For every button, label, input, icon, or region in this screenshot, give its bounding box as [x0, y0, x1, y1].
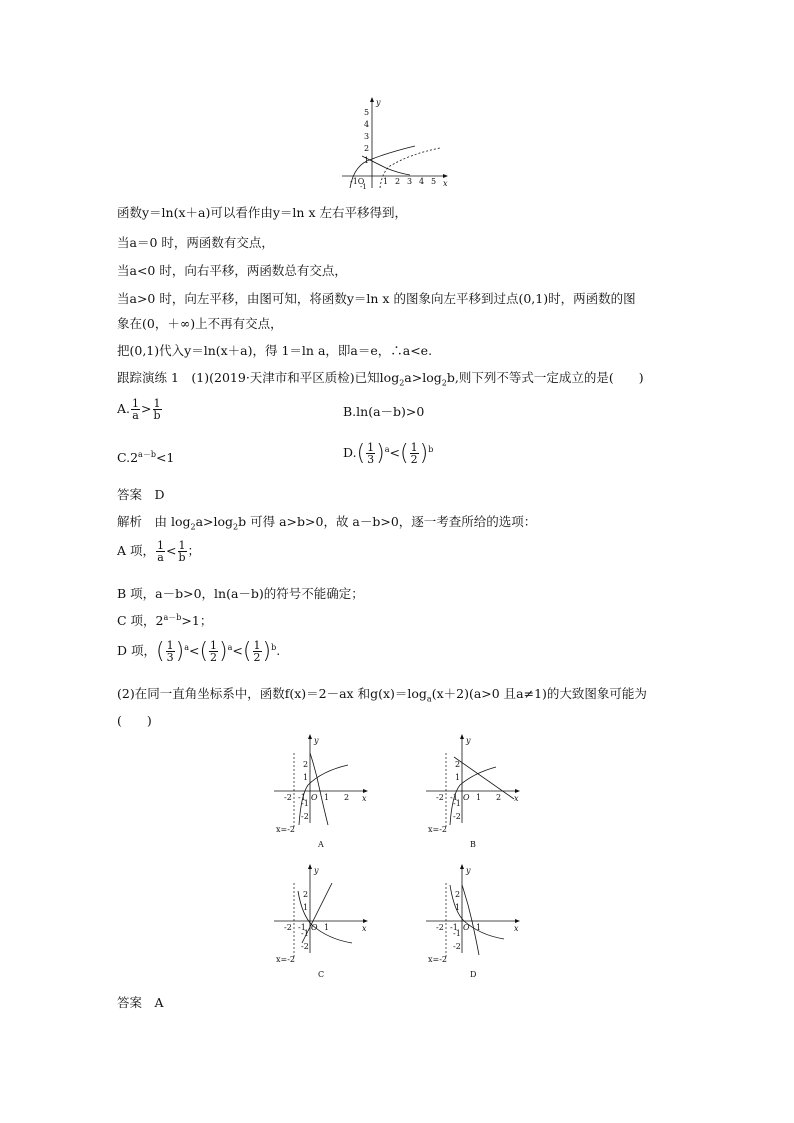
- svg-text:O: O: [311, 793, 318, 802]
- svg-text:-1: -1: [301, 929, 309, 938]
- svg-text:1: 1: [455, 903, 461, 912]
- svg-text:D: D: [470, 970, 477, 979]
- svg-text:-2: -2: [284, 923, 292, 932]
- svg-text:-1: -1: [298, 923, 306, 932]
- graph-c: [272, 863, 372, 981]
- svg-text:y: y: [466, 736, 471, 745]
- svg-text:-2: -2: [453, 812, 461, 821]
- answer-1: 答案 D: [117, 487, 165, 502]
- text-line-3: 当a<0 时，向右平移，两函数总有交点，: [117, 263, 347, 278]
- analysis-option-c: C 项，$2^{a-b}>1$；: [117, 612, 213, 628]
- svg-text:-2: -2: [284, 793, 292, 802]
- svg-text:C: C: [318, 970, 325, 979]
- decreasing-curve: [362, 156, 410, 175]
- svg-text:2: 2: [344, 793, 350, 802]
- x-tick-2: 2: [395, 177, 401, 186]
- y-tick-2: 2: [364, 144, 370, 153]
- svg-text:2: 2: [303, 890, 309, 899]
- text-line-2: 当a＝0 时，两函数有交点，: [117, 235, 274, 250]
- svg-text:y: y: [314, 866, 319, 875]
- text-line-6: 把(0,1)代入y＝ln(x＋a)，得 1＝ln a，即a＝e，∴a<e.: [117, 343, 433, 358]
- svg-text:1: 1: [455, 773, 461, 782]
- svg-text:B: B: [470, 840, 476, 849]
- svg-text:O: O: [463, 793, 470, 802]
- analysis-option-b: B 项，a－b>0，ln(a－b)的符号不能确定；: [117, 586, 364, 601]
- origin-label: -1O: [350, 177, 365, 186]
- x-tick-1: 1: [383, 177, 389, 186]
- x-tick-5: 5: [431, 177, 437, 186]
- y-tick-5: 5: [364, 108, 370, 117]
- svg-text:x: x: [362, 794, 367, 803]
- svg-text:-1: -1: [453, 799, 461, 808]
- graph-d: [424, 863, 524, 981]
- svg-text:-2: -2: [436, 793, 444, 802]
- text-line-1: 函数y＝ln(x＋a)可以看作由y＝ln x 左右平移得到，: [117, 205, 407, 220]
- answer-2: 答案 A: [117, 995, 164, 1010]
- svg-text:A: A: [318, 840, 324, 849]
- svg-text:x=-2: x=-2: [428, 825, 448, 834]
- svg-text:x=-2: x=-2: [276, 955, 296, 964]
- svg-text:x=-2: x=-2: [428, 955, 448, 964]
- svg-text:x: x: [514, 924, 519, 933]
- y-tick-3: 3: [364, 132, 370, 141]
- svg-text:2: 2: [455, 760, 461, 769]
- svg-text:-1: -1: [450, 923, 458, 932]
- svg-text:-1: -1: [453, 929, 461, 938]
- option-c: $C.2^{a-b}<1$: [117, 449, 175, 465]
- svg-text:1: 1: [303, 903, 309, 912]
- svg-text:y: y: [314, 736, 319, 745]
- exercise-title: 跟踪演练 1 (1)(2019·天津市和平区质检)已知$\log_2a>\log_2b$,则下列不等式一定成立的是( ): [117, 370, 644, 388]
- svg-text:1: 1: [476, 923, 482, 932]
- svg-text:-1: -1: [298, 793, 306, 802]
- svg-text:x: x: [514, 794, 519, 803]
- analysis-option-a: A 项， $\frac{1}{a}$ < $\frac{1}{b}$ ；: [117, 539, 201, 564]
- graph-a: [272, 733, 372, 851]
- svg-text:1: 1: [476, 793, 482, 802]
- graph-b: [424, 733, 524, 851]
- svg-text:1: 1: [324, 793, 330, 802]
- svg-text:x=-2: x=-2: [276, 825, 296, 834]
- svg-text:2: 2: [455, 890, 461, 899]
- x-tick-3: 3: [407, 177, 413, 186]
- y-axis-label: y: [376, 98, 381, 107]
- question-2-line-2: ( ): [117, 713, 152, 728]
- option-b: B.ln(a－b)>0: [343, 404, 425, 419]
- svg-text:1: 1: [324, 923, 330, 932]
- svg-text:x: x: [362, 924, 367, 933]
- y-tick-1: 1: [364, 156, 370, 165]
- svg-text:1: 1: [303, 773, 309, 782]
- svg-text:O: O: [311, 923, 318, 932]
- svg-text:2: 2: [496, 793, 502, 802]
- svg-text:-1: -1: [301, 799, 309, 808]
- neg-y-tick: -1: [360, 183, 367, 191]
- svg-text:2: 2: [303, 760, 309, 769]
- question-2-line-1: (2)在同一直角坐标系中，函数f(x)＝2－ax 和$g(x)=\log_a(x+2)(a>0$ 且a≠1)的大致图象可能为: [117, 686, 647, 704]
- x-tick-4: 4: [419, 177, 425, 186]
- option-d: D.( $\frac{1}{3}$ )$^a$<( $\frac{1}{2}$ )$^b$: [343, 440, 434, 466]
- svg-text:-2: -2: [436, 923, 444, 932]
- svg-text:-2: -2: [453, 942, 461, 951]
- analysis-option-d: D 项，( $\frac{1}{3}$ )$^a$<( $\frac{1}{2}$ )$^a$<( $\frac{1}{2}$ )$^b$.: [117, 638, 281, 664]
- analysis-line-1: 解析 由 $\log_2a>\log_2b$ 可得 a>b>0，故 a－b>0，逐一考查所给的选项：: [117, 514, 537, 532]
- text-line-4: 当a>0 时，向左平移，由图可知，将函数y＝ln x 的图象向左平移到过点(0,1)时，两函数的图: [117, 291, 636, 306]
- top-graph: [340, 96, 450, 191]
- x-axis-label: x: [443, 179, 448, 188]
- svg-text:-2: -2: [301, 812, 309, 821]
- option-a: A. $\frac{1}{a}$ > $\frac{1}{b}$: [117, 397, 161, 422]
- svg-text:-1: -1: [450, 793, 458, 802]
- svg-text:y: y: [466, 866, 471, 875]
- svg-text:O: O: [463, 923, 470, 932]
- svg-text:-2: -2: [301, 942, 309, 951]
- y-tick-4: 4: [364, 120, 370, 129]
- text-line-5: 象在(0，＋∞)上不再有交点，: [117, 316, 283, 331]
